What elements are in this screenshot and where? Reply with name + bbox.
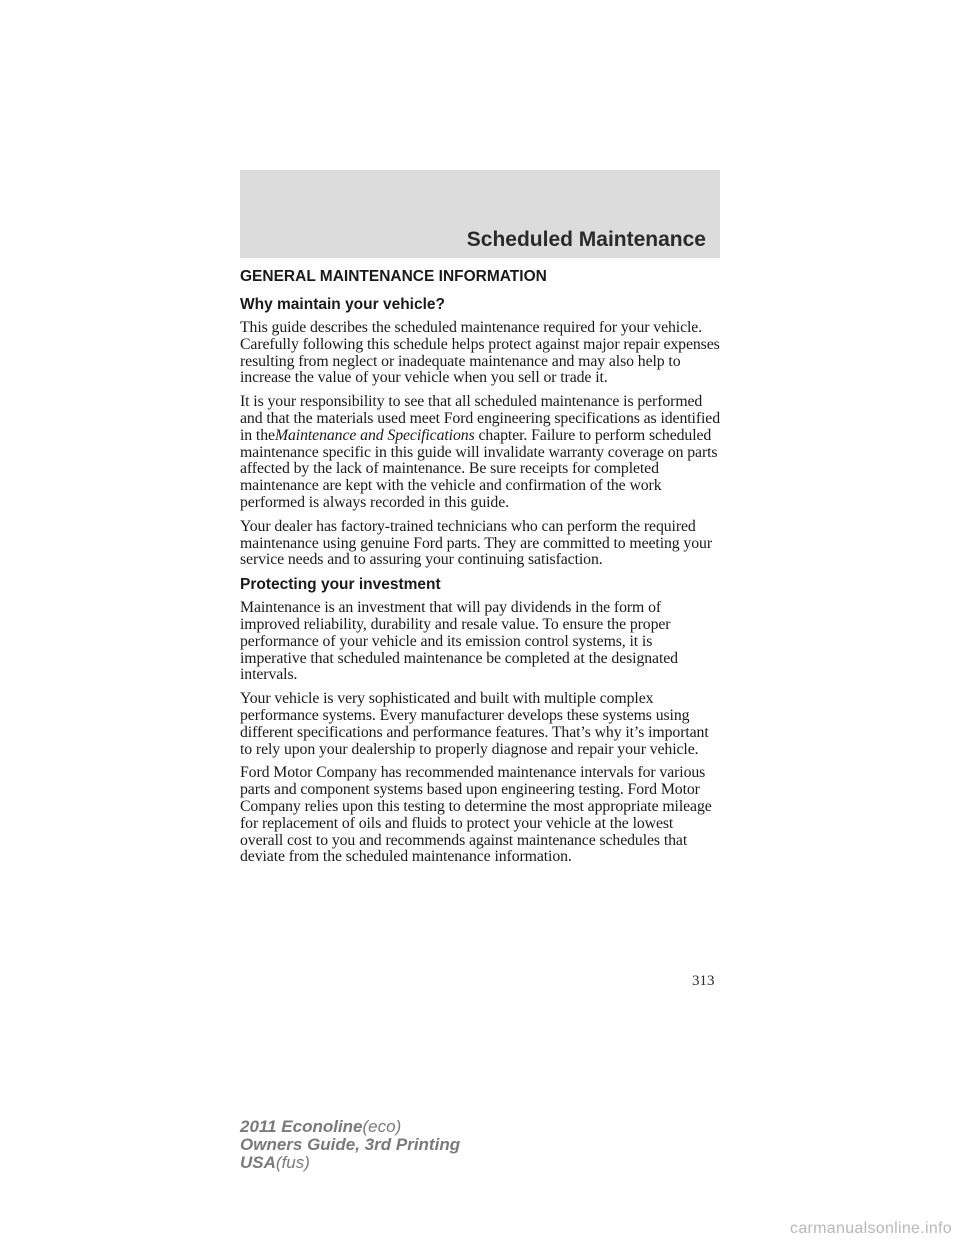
watermark: carmanualsonline.info	[790, 1220, 952, 1237]
paragraph: Your vehicle is very sophisticated and built with multiple complex performance systems. Every manufacturer develops these systems using different specifications and performance features. That’s why it’s important to rely upon your dealership to properly diagnose and repair your vehicle.	[240, 690, 709, 758]
chapter-reference: Maintenance and Specifications	[274, 426, 475, 444]
page-number: 313	[692, 973, 715, 989]
paragraph: Ford Motor Company has recommended maintenance intervals for various parts and component systems based upon engineering testing. Ford Motor Company relies upon this testing to determine the most appropriate mileage for replacement of oils and fluids to protect your vehicle at the lowest overall cost to you and recommends against maintenance schedules that deviate from the scheduled maintenance information.	[240, 764, 712, 866]
chapter-title: Scheduled Maintenance	[466, 228, 706, 251]
subheading-protecting-investment: Protecting your investment	[240, 576, 441, 594]
section-title: GENERAL MAINTENANCE INFORMATION	[240, 268, 547, 285]
document-footer: 2011 Econoline(eco) Owners Guide, 3rd Printing USA(fus)	[240, 1117, 461, 1172]
chapter-header-band	[240, 170, 720, 258]
paragraph: Your dealer has factory-trained technicians who can perform the required maintenance using genuine Ford parts. They are committed to meeting your service needs and to assuring your continuing satisfaction.	[240, 517, 712, 569]
subheading-why-maintain: Why maintain your vehicle?	[240, 296, 445, 313]
page-content	[240, 268, 720, 873]
paragraph: This guide describes the scheduled maintenance required for your vehicle. Carefully following this schedule helps protect against major repair expenses resulting from neglect or inadequate maintenance and may also help to increase the value of your vehicle when you sell or trade it.	[240, 319, 720, 387]
paragraph: Maintenance is an investment that will pay dividends in the form of improved reliability, durability and resale value. To ensure the proper performance of your vehicle and its emission control systems, it is imperative that scheduled maintenance be completed at the designated intervals.	[240, 599, 678, 684]
paragraph: It is your responsibility to see that all scheduled maintenance is performed and that the materials used meet Ford engineering specifications as identified in theMaintenance and Specifications chapter. Failure to perform scheduled maintenance specific in this guide will invalidate warranty coverage on parts affected by the lack of maintenance. Be sure receipts for completed maintenance are kept with the vehicle and confirmation of the work performed is always recorded in this guide.	[240, 393, 720, 511]
